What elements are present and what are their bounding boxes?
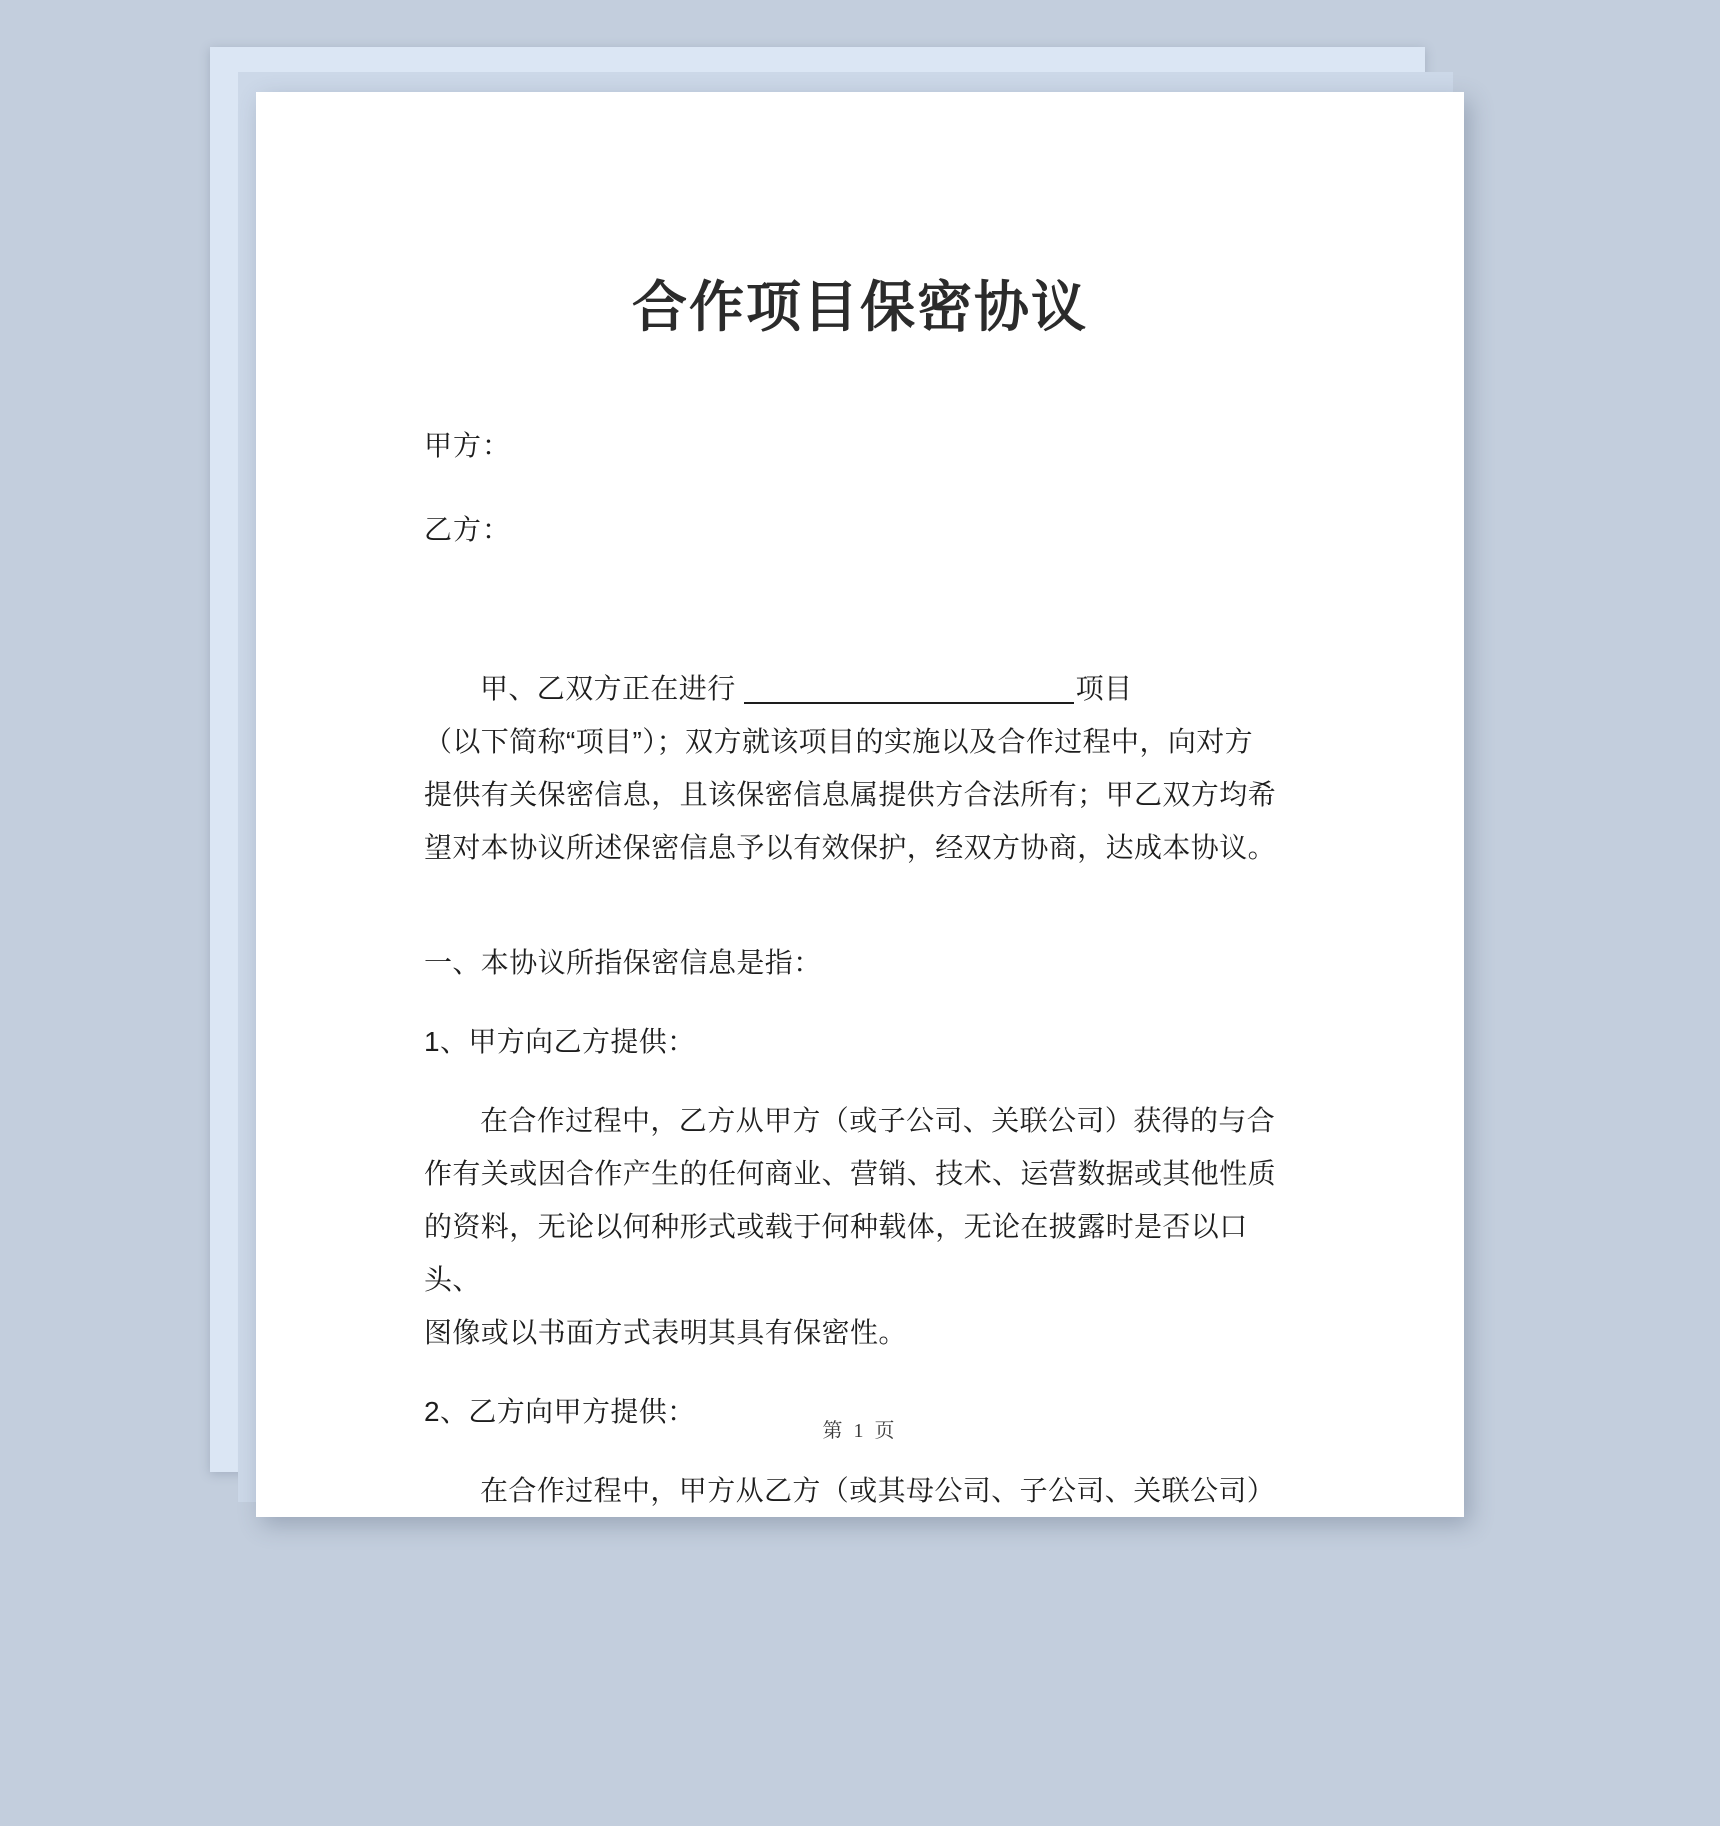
item-1-line-1: 在合作过程中，乙方从甲方（或子公司、关联公司）获得的与合 <box>480 1105 1276 1136</box>
preamble-after-blank-text: 项目 <box>1075 673 1133 704</box>
section-heading-one: 一、本协议所指保密信息是指： <box>424 947 822 978</box>
preamble-line-1: （以下简称“项目”）；双方就该项目的实施以及合作过程中，向对方 <box>424 726 1254 757</box>
item-1-line-3: 的资料，无论以何种形式或载于何种载体，无论在披露时是否以口头、 <box>424 1211 1248 1295</box>
spacer-before-preamble <box>424 600 1296 662</box>
preamble-lead-text: 甲、乙双方正在进行 <box>480 673 736 704</box>
item-1-line-2: 作有关或因合作产生的任何商业、营销、技术、运营数据或其他性质 <box>424 1158 1277 1189</box>
section-item-2-label: 2、乙方向甲方提供： <box>424 1396 696 1427</box>
page-footer: 第 1 页 <box>822 1420 898 1442</box>
spacer-after-section-heading <box>424 989 1296 1015</box>
spacer-before-section-one <box>424 874 1296 936</box>
preamble-line-2: 提供有关保密信息，且该保密信息属提供方合法所有；甲乙双方均希 <box>424 779 1277 810</box>
spacer-before-item-2 <box>424 1359 1296 1385</box>
party-block <box>424 432 1296 544</box>
section-item-1-label: 1、甲方向乙方提供： <box>424 1026 696 1057</box>
preamble-line-3: 望对本协议所述保密信息予以有效保护，经双方协商，达成本协议。 <box>424 832 1277 863</box>
party-b-label: 乙方： <box>424 514 512 545</box>
item-2-line-1: 在合作过程中，甲方从乙方（或其母公司、子公司、关联公司） <box>480 1475 1276 1506</box>
document-page <box>256 92 1464 1517</box>
page-title: 合作项目保密协议 <box>631 276 1088 338</box>
project-name-blank-field[interactable] <box>744 702 1074 704</box>
document-body <box>256 92 1464 1517</box>
section-item-2-paragraph <box>424 1464 1296 1517</box>
party-a-label: 甲方： <box>424 430 512 461</box>
section-item-1-paragraph <box>424 1094 1296 1359</box>
spacer-after-item-1-label <box>424 1068 1296 1094</box>
preamble-paragraph <box>424 662 1296 874</box>
item-1-line-4: 图像或以书面方式表明其具有保密性。 <box>424 1317 907 1348</box>
